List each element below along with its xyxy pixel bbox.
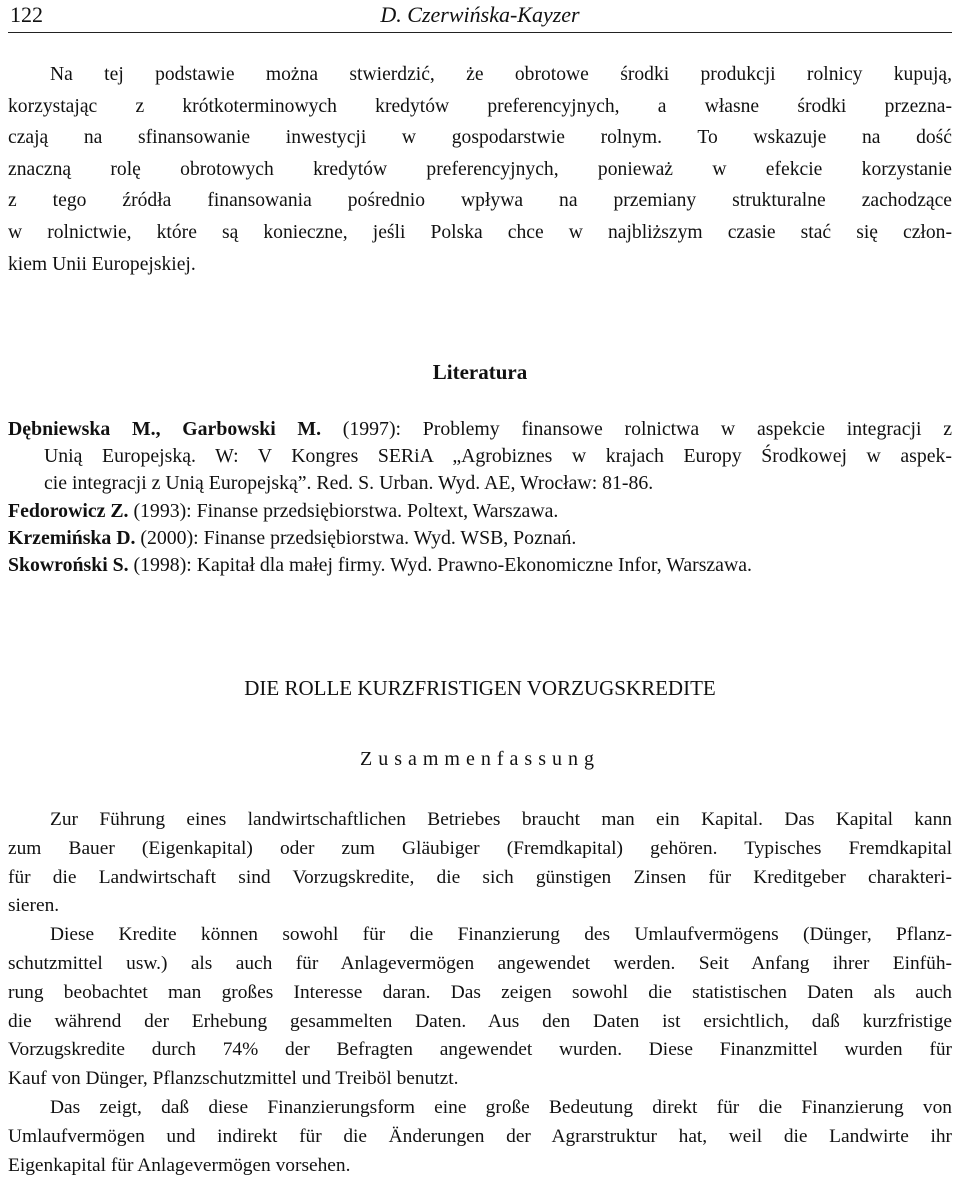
reference-text: cie integracji z Unią Europejską”. Red. S. Urban. Wyd. AE, Wrocław: 81-86. xyxy=(44,472,654,495)
reference-item xyxy=(8,552,952,579)
page-header xyxy=(8,0,952,33)
summary-body xyxy=(8,806,952,1180)
text-line: die während der Erhebung gesammelten Daten. Aus den Daten ist ersichtlich, daß kurzfristige xyxy=(8,1010,952,1032)
page-number: 122 xyxy=(10,2,43,27)
text-line: znaczną rolę obrotowych kredytów preferencyjnych, ponieważ w efekcie korzystanie xyxy=(8,158,952,180)
reference-author: Dębniewska M., Garbowski M. xyxy=(8,418,322,440)
reference-item xyxy=(8,498,952,525)
text-line: Das zeigt, daß diese Finanzierungsform eine große Bedeutung direkt für die Finanzierung von xyxy=(50,1096,952,1118)
reference-text: (2000): Finanse przedsiębiorstwa. Wyd. WSB, Poznań. xyxy=(135,526,577,549)
reference-text: Unią Europejską. W: V Kongres SERiA „Agrobiznes w krajach Europy Środkowej w aspek- xyxy=(44,445,952,468)
text-line: rung beobachtet man großes Interesse daran. Das zeigen sowohl die statistischen Daten als auch xyxy=(8,981,952,1003)
text-line: Diese Kredite können sowohl für die Finanzierung des Umlaufvermögens (Dünger, Pflanz- xyxy=(50,924,952,946)
text-line: Vorzugskredite durch 74% der Befragten angewendet wurden. Diese Finanzmittel wurden für xyxy=(8,1039,952,1061)
literature-heading: Literatura xyxy=(432,360,528,384)
reference-author: Skowroński S. xyxy=(8,553,129,576)
reference-author: Krzemińska D. xyxy=(8,526,136,549)
text-line: czają na sfinansowanie inwestycji w gospodarstwie rolnym. To wskazuje na dość xyxy=(8,127,952,149)
text-line: zum Bauer (Eigenkapital) oder zum Gläubiger (Fremdkapital) gehören. Typisches Fremdkapital xyxy=(8,837,952,859)
text-line: Kauf von Dünger, Pflanzschutzmittel und Treiböl benutzt. xyxy=(8,1068,459,1090)
text-line: für die Landwirtschaft sind Vorzugskredite, die sich günstigen Zinsen für Kreditgeber charakteri- xyxy=(8,866,952,888)
text-line: kiem Unii Europejskiej. xyxy=(8,253,196,275)
text-line: sieren. xyxy=(8,895,60,917)
reference-item xyxy=(8,416,952,443)
text-line: schutzmittel usw.) als auch für Anlagevermögen angewendet werden. Seit Anfang ihrer Einfüh- xyxy=(8,952,952,974)
running-head: D. Czerwińska-Kayzer xyxy=(380,2,580,27)
reference-item xyxy=(8,525,952,552)
summary-title: DIE ROLLE KURZFRISTIGEN VORZUGSKREDITE xyxy=(244,676,716,700)
text-line: w rolnictwie, które są konieczne, jeśli Polska chce w najbliższym czasie stać się człon- xyxy=(8,221,952,243)
text-line: z tego źródła finansowania pośrednio wpływa na przemiany strukturalne zachodzące xyxy=(8,190,952,212)
text-line: Eigenkapital für Anlagevermögen vorsehen. xyxy=(8,1154,351,1176)
reference-text: (1997): Problemy finansowe rolnictwa w aspekcie integracji z xyxy=(321,418,952,440)
text-line: Zur Führung eines landwirtschaftlichen Betriebes braucht man ein Kapital. Das Kapital kann xyxy=(50,809,952,830)
reference-text: (1998): Kapitał dla małej firmy. Wyd. Prawno-Ekonomiczne Infor, Warszawa. xyxy=(128,553,752,576)
text-line: Umlaufvermögen und indirekt für die Änderungen der Agrarstruktur hat, weil die Landwirte ihr xyxy=(8,1125,952,1147)
text-line: Na tej podstawie można stwierdzić, że obrotowe środki produkcji rolnicy kupują, xyxy=(50,64,952,85)
intro-paragraph xyxy=(8,59,952,280)
reference-text: (1993): Finanse przedsiębiorstwa. Poltext, Warszawa. xyxy=(128,499,559,522)
text-line: korzystając z krótkoterminowych kredytów preferencyjnych, a własne środki przezna- xyxy=(8,95,952,117)
summary-subtitle: Zusammenfassung xyxy=(360,748,600,770)
reference-author: Fedorowicz Z. xyxy=(8,499,129,522)
reference-list xyxy=(8,416,952,579)
